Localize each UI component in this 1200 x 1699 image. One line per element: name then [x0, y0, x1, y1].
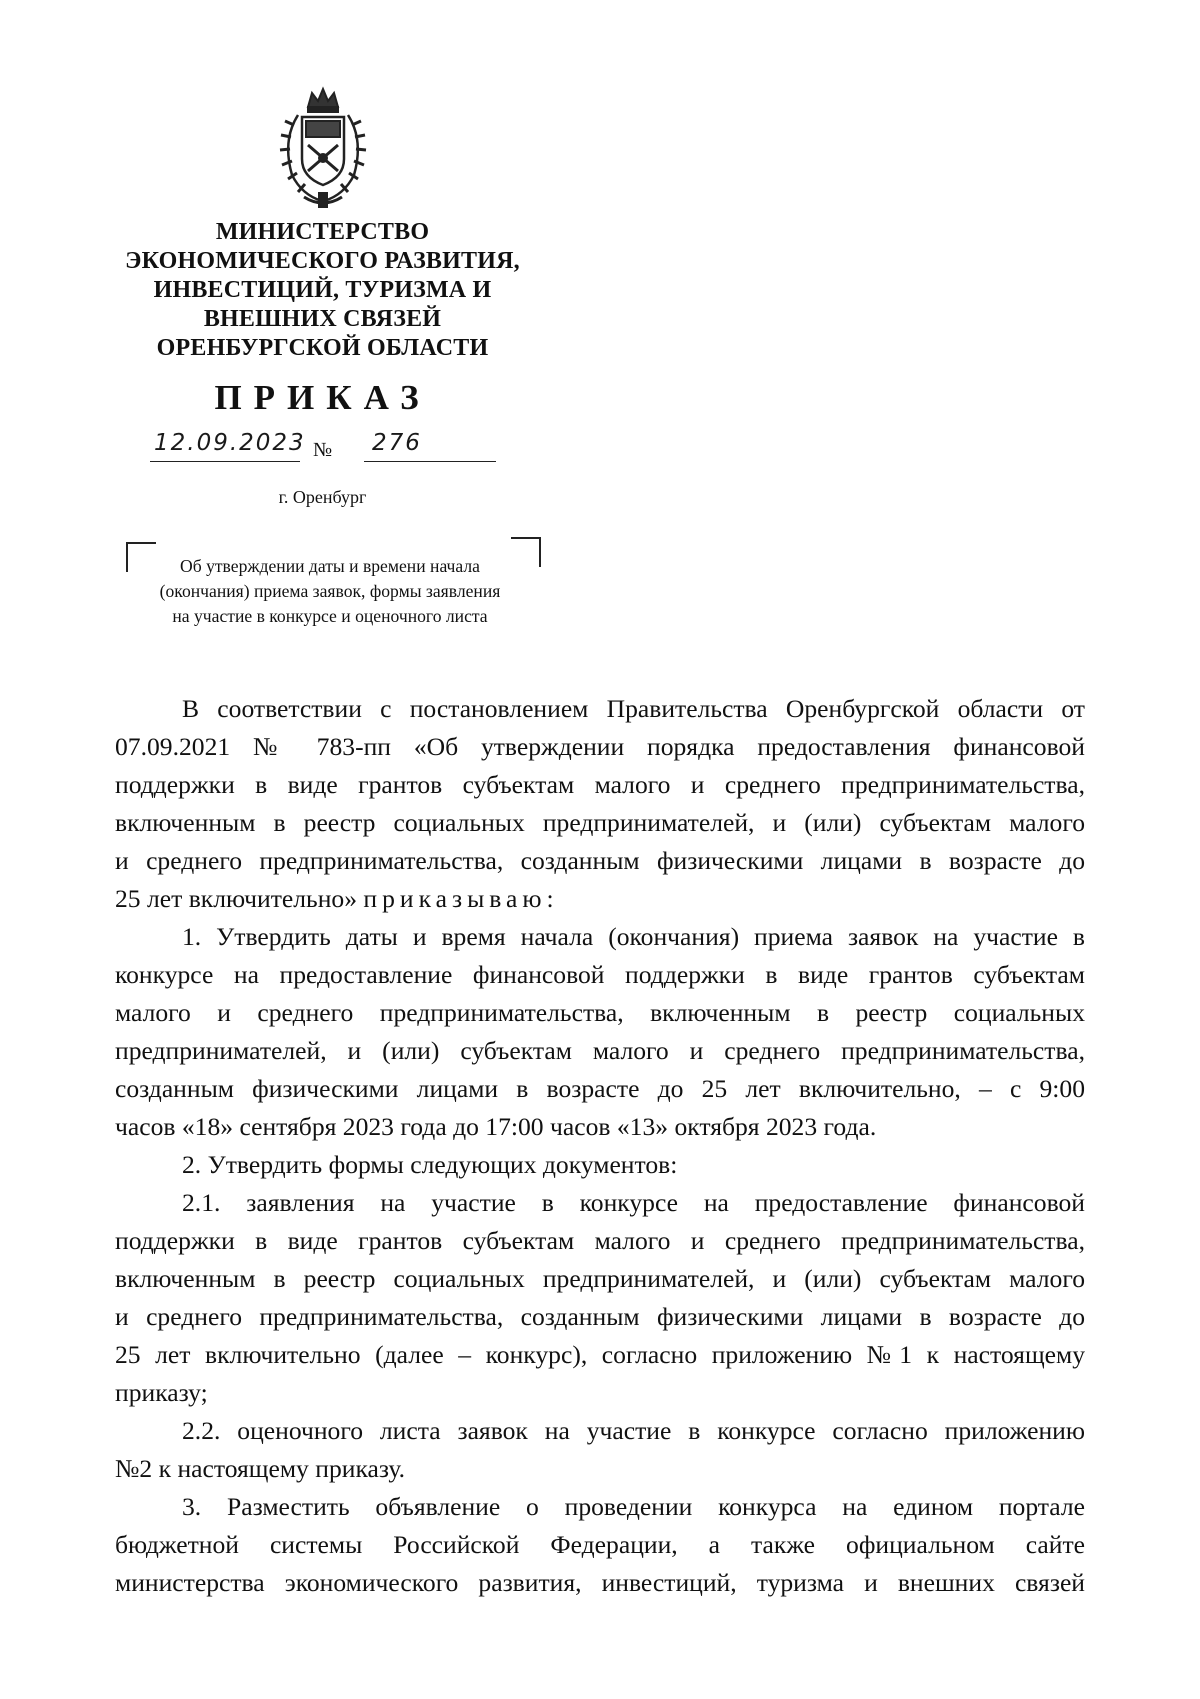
- body-line: предпринимателей, и (или) субъектам малого и среднего предпринимательства,: [115, 1036, 1085, 1065]
- body-line: [115, 880, 1085, 918]
- body-line: часов «18» сентября 2023 года до 17:00 часов «13» октября 2023 года.: [115, 1112, 877, 1141]
- city-label: г. Оренбург: [278, 487, 367, 507]
- body-line: и среднего предпринимательства, созданным физическими лицами в возрасте до: [115, 846, 1085, 875]
- subject-line: на участие в конкурсе и оценочного листа: [172, 606, 488, 626]
- body-line: конкурсе на предоставление финансовой поддержки в виде грантов субъектам: [115, 960, 1085, 989]
- ministry-name-line: МИНИСТЕРСТВО: [215, 219, 430, 245]
- body-line: поддержки в виде грантов субъектам малого и среднего предпринимательства,: [115, 1226, 1085, 1255]
- body-line: и среднего предпринимательства, созданным физическими лицами в возрасте до: [115, 1302, 1085, 1331]
- body-line: 2.1. заявления на участие в конкурсе на предоставление финансовой: [182, 1188, 1085, 1217]
- body-line: 3. Разместить объявление о проведении конкурса на едином портале: [182, 1492, 1085, 1521]
- body-line: №2 к настоящему приказу.: [115, 1454, 406, 1483]
- order-number: 276: [372, 430, 422, 456]
- body-line: приказу;: [115, 1378, 208, 1407]
- ministry-name: [100, 218, 545, 363]
- document-type-title: ПРИКАЗ: [214, 378, 431, 417]
- body-line: бюджетной системы Российской Федерации, а также официальном сайте: [115, 1530, 1085, 1559]
- coat-of-arms-icon: [264, 85, 382, 213]
- ministry-name-line: ВНЕШНИХ СВЯЗЕЙ: [203, 306, 442, 332]
- body-line: министерства экономического развития, инвестиций, туризма и внешних связей: [115, 1568, 1085, 1597]
- subject-line: Об утверждении даты и времени начала: [180, 556, 480, 576]
- ministry-name-line: ИНВЕСТИЦИЙ, ТУРИЗМА И: [153, 277, 492, 303]
- body-line: 25 лет включительно (далее – конкурс), согласно приложению №1 к настоящему: [115, 1340, 1085, 1369]
- ministry-name-line: ОРЕНБУРГСКОЙ ОБЛАСТИ: [156, 335, 489, 361]
- date-number-line: [150, 430, 500, 470]
- order-date: 12.09.2023: [154, 430, 306, 456]
- document-body: [115, 690, 1085, 1602]
- subject-line: (окончания) приема заявок, формы заявления: [159, 581, 501, 601]
- body-line: 07.09.2021 № 783-пп «Об утверждении порядка предоставления финансовой: [115, 732, 1085, 761]
- number-underline: [364, 461, 496, 462]
- ministry-name-line: ЭКОНОМИЧЕСКОГО РАЗВИТИЯ,: [125, 248, 520, 274]
- number-sign: №: [313, 439, 333, 461]
- order-keyword: приказываю:: [363, 884, 559, 913]
- body-line: поддержки в виде грантов субъектам малого и среднего предпринимательства,: [115, 770, 1085, 799]
- body-line-part: 25 лет включительно»: [115, 884, 357, 913]
- body-line: В соответствии с постановлением Правительства Оренбургской области от: [182, 694, 1085, 723]
- body-line: 2. Утвердить формы следующих документов:: [182, 1150, 678, 1179]
- body-line: включенным в реестр социальных предпринимателей, и (или) субъектам малого: [115, 1264, 1085, 1293]
- body-line: 1. Утвердить даты и время начала (окончания) приема заявок на участие в: [182, 922, 1085, 951]
- body-line: созданным физическими лицами в возрасте до 25 лет включительно, – с 9:00: [115, 1074, 1085, 1103]
- date-underline: [150, 461, 300, 462]
- order-subject: [120, 542, 540, 629]
- body-line: включенным в реестр социальных предпринимателей, и (или) субъектам малого: [115, 808, 1085, 837]
- body-line: 2.2. оценочного листа заявок на участие в конкурсе согласно приложению: [182, 1416, 1085, 1445]
- body-line: малого и среднего предпринимательства, включенным в реестр социальных: [115, 998, 1085, 1027]
